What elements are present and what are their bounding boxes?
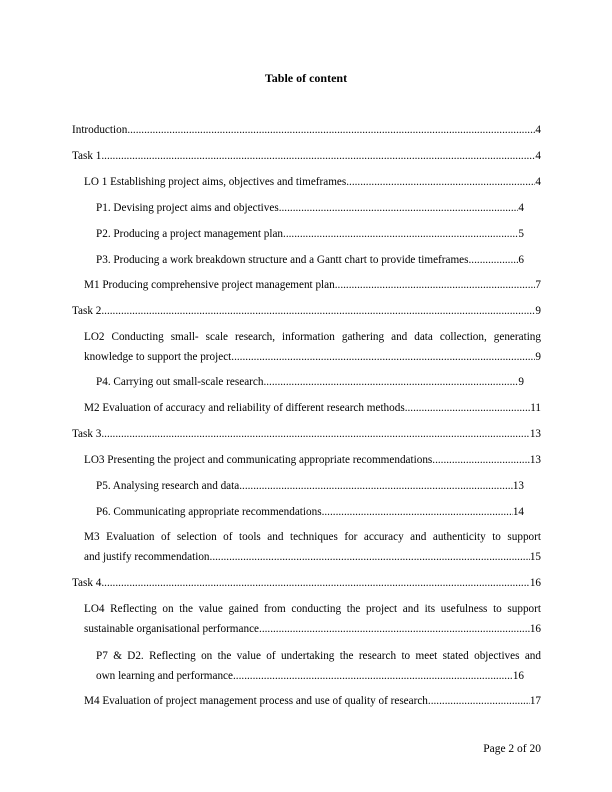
toc-entry-task-4[interactable]: Task 4 ..... 16 — [72, 574, 541, 594]
page-number: 4 — [535, 176, 541, 188]
toc-entry-lo2[interactable]: LO2 Conducting small- scale research, information gathering and data collection, generating knowledge to support the project ..... 9 — [84, 328, 541, 367]
toc-entry-m2[interactable]: M2 Evaluation of accuracy and reliability of different research methods ..... 11 — [84, 399, 541, 419]
toc-entry-p2[interactable]: P2. Producing a project management plan ..... 5 — [96, 225, 524, 245]
toc-entry-task-1[interactable]: Task 1 ..... 4 — [72, 147, 541, 167]
toc-entry-p1[interactable]: P1. Devising project aims and objectives ..... 4 — [96, 199, 524, 219]
page-footer: Page 2 of 20 — [483, 743, 541, 755]
page-number: 16 — [529, 622, 541, 635]
page-number: 9 — [535, 305, 541, 317]
toc-entry-p4[interactable]: P4. Carrying out small-scale research ..... 9 — [96, 373, 524, 393]
page-number: 13 — [512, 480, 524, 492]
toc-title: Table of content — [264, 71, 348, 85]
toc-entry-p6[interactable]: P6. Communicating appropriate recommendations ..... 14 — [96, 503, 524, 523]
toc-entry-introduction[interactable]: Introduction ..... 4 — [72, 121, 541, 141]
page-number: 11 — [530, 402, 541, 414]
page-number: 17 — [529, 695, 541, 707]
toc-entry-m1[interactable]: M1 Producing comprehensive project management plan ..... 7 — [84, 276, 541, 296]
toc-entry-p3[interactable]: P3. Producing a work breakdown structure and a Gantt chart to provide timeframes ..... 6 — [96, 251, 524, 271]
page-number: 9 — [535, 350, 541, 363]
toc-entry-m4[interactable]: M4 Evaluation of project management process and use of quality of research ..... 17 — [84, 692, 541, 712]
page-number: 14 — [512, 506, 524, 518]
page-number: 4 — [535, 124, 541, 136]
page-number: 5 — [518, 228, 524, 240]
toc-entry-p7-d2[interactable]: P7 & D2. Reflecting on the value of undertaking the research to meet stated objectives and own learning and performance ..... 16 — [96, 647, 541, 686]
page-number: 4 — [518, 202, 524, 214]
page-number: 7 — [535, 279, 541, 291]
page-number: 9 — [518, 376, 524, 388]
toc-entry-lo3[interactable]: LO3 Presenting the project and communicating appropriate recommendations ..... 13 — [84, 451, 541, 471]
toc-entry-lo4[interactable]: LO4 Reflecting on the value gained from conducting the project and its usefulness to support sustainable organisational performance ..... 16 — [84, 600, 541, 639]
toc-entry-task-3[interactable]: Task 3 ..... 13 — [72, 425, 541, 445]
toc-entry-task-2[interactable]: Task 2 ..... 9 — [72, 302, 541, 322]
page-number: 16 — [512, 669, 524, 682]
page-number: 15 — [529, 550, 541, 563]
toc-entry-lo1[interactable]: LO 1 Establishing project aims, objectives and timeframes ..... 4 — [84, 173, 541, 193]
toc-entry-m3[interactable]: M3 Evaluation of selection of tools and techniques for accuracy and authenticity to support and justify recommendation ..... 15 — [84, 528, 541, 567]
page-number: 16 — [529, 577, 541, 589]
page-number: 4 — [535, 150, 541, 162]
page-number: 13 — [529, 454, 541, 466]
toc-entry-p5[interactable]: P5. Analysing research and data ..... 13 — [96, 477, 524, 497]
page-number: 6 — [518, 254, 524, 266]
page-number: 13 — [529, 428, 541, 440]
